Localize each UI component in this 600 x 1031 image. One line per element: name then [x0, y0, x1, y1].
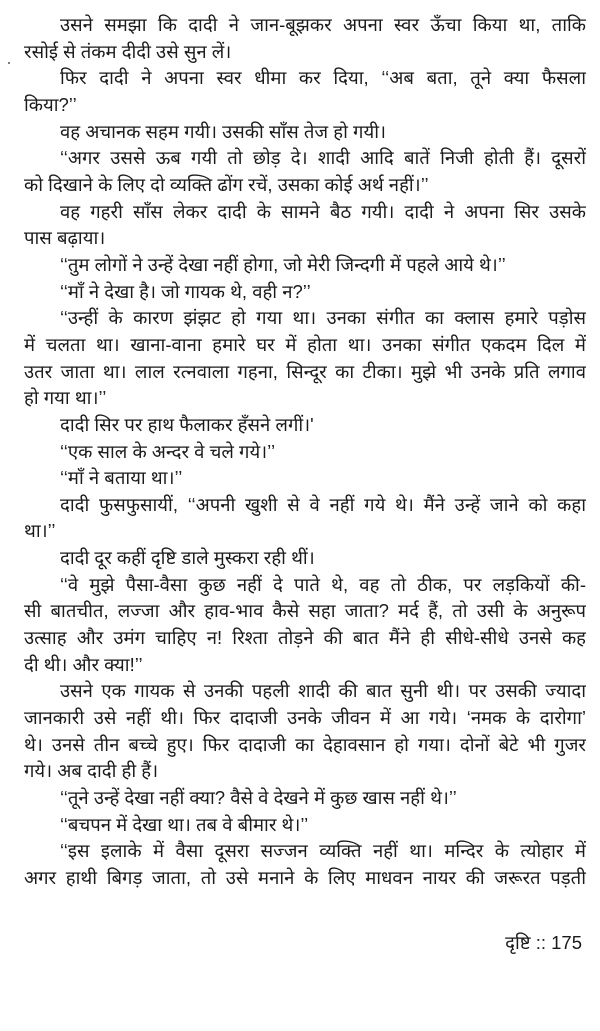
paragraph: [24, 412, 586, 439]
text-line: उसने एक गायक से उनकी पहली शादी की बात सुनी थी। पर उसकी ज्यादा: [60, 680, 586, 702]
text-line: किया?’’: [24, 93, 77, 115]
text-line: ‘‘माँ ने बताया था।’’: [60, 467, 183, 489]
text-line: था।’’: [24, 520, 56, 542]
text-line: अगर हाथी बिगड़ जाता, तो उसे मनाने के लिए माधवन नायर की जरूरत पड़ती: [24, 867, 586, 888]
page-footer: दृष्टि :: 175: [505, 932, 582, 953]
paragraph: [24, 492, 586, 545]
paragraph: [24, 838, 586, 891]
text-line: रसोई से तंकम दीदी उसे सुन लें।: [24, 40, 232, 62]
text-line: ‘‘उन्हीं के कारण झंझट हो गया था। उनका संगीत का क्लास हमारे पड़ोस: [60, 307, 586, 329]
paragraph: [24, 305, 586, 412]
text-line: थे। उनसे तीन बच्चे हुए। फिर दादाजी का देहावसान हो गया। दोनों बेटे भी गुजर: [24, 733, 586, 755]
text-line: ‘‘तूने उन्हें देखा नहीं क्या? वैसे वे देखने में कुछ खास नहीं थे।’’: [60, 787, 457, 809]
paragraph: [24, 465, 586, 492]
text-line: ‘‘वे मुझे पैसा-वैसा कुछ नहीं दे पाते थे, वह तो ठीक, पर लड़कियों की-: [60, 573, 586, 595]
text-line: सी बातचीत, लज्जा और हाव-भाव कैसे सहा जाता? मर्द हैं, तो उसी के अनुरूप: [24, 600, 586, 622]
text-line: ‘‘तुम लोगों ने उन्हें देखा नहीं होगा, जो मेरी जिन्दगी में पहले आये थे।’’: [60, 253, 506, 275]
paragraph: [24, 119, 586, 146]
paragraph: [24, 199, 586, 252]
text-line: में चलता था। खाना-वाना हमारे घर में होता था। उनका संगीत एकदम दिल में: [24, 333, 586, 355]
paragraph: [24, 279, 586, 306]
paragraph: [24, 65, 586, 118]
paragraph: [24, 252, 586, 279]
text-line: वह गहरी साँस लेकर दादी के सामने बैठ गयी। दादी ने अपना सिर उसके: [60, 200, 586, 222]
text-line: फिर दादी ने अपना स्वर धीमा कर दिया, ‘‘अब बता, तूने क्या फैसला: [60, 67, 586, 89]
text-line: ‘‘इस इलाके में वैसा दूसरा सज्जन व्यक्ति नहीं था। मन्दिर के त्योहार में: [60, 840, 586, 862]
text-line: पास बढ़ाया।: [24, 227, 106, 249]
text-line: ‘‘एक साल के अन्दर वे चले गये।’’: [60, 440, 276, 462]
text-line: ‘‘माँ ने देखा है। जो गायक थे, वही न?’’: [60, 280, 311, 302]
paragraph: [24, 12, 586, 65]
text-line: वह अचानक सहम गयी। उसकी साँस तेज हो गयी।: [60, 120, 387, 142]
paragraph: [24, 678, 586, 785]
text-line: दी थी। और क्या!’’: [24, 653, 143, 675]
paragraph: [24, 145, 586, 198]
text-line: दादी दूर कहीं दृष्टि डाले मुस्करा रही थीं।: [60, 547, 315, 569]
paragraph: [24, 572, 586, 679]
text-line: गये। अब दादी ही हैं।: [24, 760, 159, 782]
paragraph: [24, 439, 586, 466]
text-line: को दिखाने के लिए दो व्यक्ति ढोंग रचें, उसका कोई अर्थ नहीं।’’: [24, 173, 429, 195]
text-line: उसने समझा कि दादी ने जान-बूझकर अपना स्वर ऊँचा किया था, ताकि: [60, 14, 586, 35]
book-page-text: [24, 12, 586, 892]
text-line: दादी सिर पर हाथ फैलाकर हँसने लगीं।': [60, 413, 314, 435]
text-line: दादी फुसफुसायीं, ‘‘अपनी खुशी से वे नहीं गये थे। मैंने उन्हें जाने को कहा: [60, 493, 586, 515]
text-line: हो गया था।’’: [24, 387, 107, 409]
text-line: ‘‘अगर उससे ऊब गयी तो छोड़ दे। शादी आदि बातें निजी होती हैं। दूसरों: [60, 147, 586, 169]
text-line: उत्साह और उमंग चाहिए न! रिश्ता तोड़ने की बात मैंने ही सीधे-सीधे उनसे कह: [24, 627, 586, 649]
text-line: जानकारी उसे नहीं थी। फिर दादाजी उनके जीवन में आ गये। ‘नमक के दारोगा’: [24, 707, 586, 729]
scan-speck: [8, 62, 10, 64]
text-line: ‘‘बचपन में देखा था। तब वे बीमार थे।’’: [60, 813, 309, 835]
paragraph: [24, 785, 586, 812]
paragraph: [24, 545, 586, 572]
paragraph: [24, 812, 586, 839]
text-line: उतर जाता था। लाल रत्नवाला गहना, सिन्दूर का टीका। मुझे भी उनके प्रति लगाव: [24, 360, 586, 382]
